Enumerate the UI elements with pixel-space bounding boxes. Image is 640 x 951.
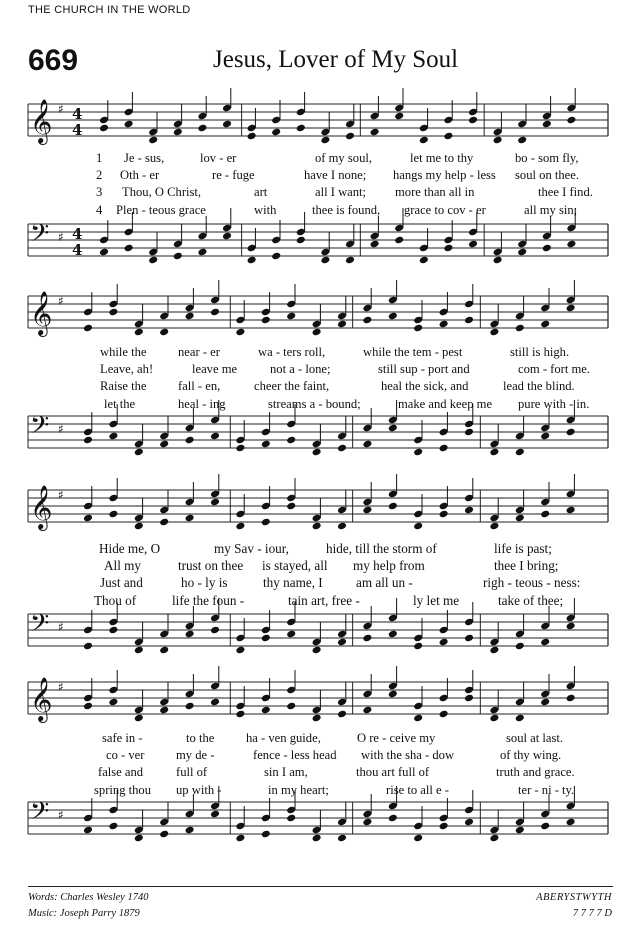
note-head-icon [108, 284, 118, 316]
bass-staff [28, 609, 613, 654]
bass-clef-icon: 𝄢 [30, 411, 50, 446]
note-head-icon [515, 296, 525, 332]
time-signature-icon: 4 [72, 225, 83, 243]
note-head-icon [419, 228, 429, 264]
lyric-line: All my trust on thee is stayed, all my help from thee I bring; [104, 558, 559, 574]
lyric-line: while the near - er wa - ters roll, while the tem - pest still is high. [100, 345, 570, 359]
key-signature-sharp-icon: ♯ [58, 620, 64, 634]
meter: 7 7 7 7 D [572, 908, 612, 919]
music-credit: Music: Joseph Parry 1879 [28, 908, 140, 919]
note-head-icon [337, 416, 347, 452]
lyric-line: 2 Oth - er re - fuge have I none; hangs my help - less soul on thee. [96, 168, 580, 183]
time-signature-icon: 4 [72, 241, 83, 259]
note-head-icon [261, 486, 271, 526]
lyric-line: Hide me, O my Sav - iour, hide, till the storm of life is past; [99, 541, 552, 556]
note-head-icon [443, 220, 453, 252]
lyric-line: 3 Thou, O Christ, art all I want; more than all in thee I find. [96, 185, 593, 200]
note-head-icon [271, 100, 281, 136]
note-head-icon [222, 88, 232, 128]
note-head-icon [515, 416, 525, 456]
words-credit: Words: Charles Wesley 1740 [28, 892, 149, 903]
note-head-icon [197, 216, 207, 256]
note-head-icon [185, 482, 195, 522]
tune-name: ABERYSTWYTH [536, 892, 612, 903]
note-head-icon [345, 224, 355, 264]
lyric-line: 1 Je - sus, lov - er of my soul, let me to thy bo - som fly, [96, 151, 579, 165]
note-head-icon [413, 686, 423, 722]
note-head-icon [286, 478, 296, 510]
note-head-icon [413, 806, 423, 842]
note-head-icon [388, 280, 398, 320]
note-head-icon [173, 224, 183, 260]
key-signature-sharp-icon: ♯ [58, 488, 64, 502]
note-head-icon [439, 798, 449, 830]
note-head-icon [566, 474, 576, 514]
lyrics-block [28, 150, 613, 219]
note-head-icon [286, 670, 296, 710]
note-head-icon [261, 412, 271, 448]
note-head-icon [247, 228, 257, 264]
lyric-line: co - ver my de - fence - less head with the sha - dow of thy wing. [106, 748, 562, 763]
music-system-2 [28, 286, 613, 468]
note-head-icon [345, 104, 355, 140]
music-system-1 [28, 96, 613, 278]
note-head-icon [439, 412, 449, 452]
note-head-icon [261, 610, 271, 642]
lyric-line: Just and ho - ly is thy name, I am all un - righ - teous - ness: [100, 575, 581, 591]
lyrics-block [28, 540, 613, 609]
note-head-icon [443, 100, 453, 140]
note-head-icon [271, 220, 281, 260]
note-head-icon [83, 486, 93, 522]
key-signature-sharp-icon: ♯ [58, 230, 64, 244]
note-head-icon [159, 614, 169, 654]
footer-rule [28, 886, 613, 887]
note-head-icon [439, 678, 449, 718]
note-head-icon [235, 806, 245, 842]
note-head-icon [439, 486, 449, 518]
bass-staff [28, 797, 613, 842]
note-head-icon [108, 670, 118, 706]
note-head-icon [197, 96, 207, 132]
note-head-icon [210, 280, 220, 316]
note-head-icon [464, 478, 474, 514]
note-head-icon [159, 490, 169, 526]
section-heading: THE CHURCH IN THE WORLD [28, 4, 191, 16]
note-head-icon [210, 666, 220, 706]
music-system-3 [28, 478, 613, 662]
music-system-4 [28, 672, 613, 854]
lyric-line: safe in - to the ha - ven guide, O re - ceive my soul at last. [102, 731, 564, 745]
note-head-icon [83, 798, 93, 834]
note-head-icon [235, 618, 245, 654]
time-signature-icon: 4 [72, 121, 83, 139]
note-head-icon [439, 292, 449, 328]
treble-staff [28, 485, 613, 530]
note-head-icon [261, 292, 271, 324]
lyric-line: Thou of life the foun - tain art, free - ly let me take of thee; [94, 592, 564, 608]
note-head-icon [124, 92, 134, 128]
note-head-icon [517, 104, 527, 144]
note-head-icon [362, 408, 372, 448]
note-head-icon [108, 478, 118, 518]
note-head-icon [362, 606, 372, 642]
note-head-icon [515, 682, 525, 722]
note-head-icon [566, 666, 576, 702]
note-head-icon [388, 474, 398, 510]
bass-clef-icon: 𝄢 [30, 609, 50, 644]
note-head-icon [362, 288, 372, 324]
note-head-icon [247, 108, 257, 140]
bass-staff [28, 411, 613, 456]
time-signature-icon: 4 [72, 105, 83, 123]
key-signature-sharp-icon: ♯ [58, 294, 64, 308]
note-head-icon [261, 678, 271, 714]
note-head-icon [235, 420, 245, 452]
note-head-icon [185, 794, 195, 834]
note-head-icon [464, 670, 474, 702]
note-head-icon [235, 494, 245, 530]
note-head-icon [413, 420, 423, 456]
treble-clef-icon: 𝄞 [30, 677, 53, 721]
lyric-line: Raise the fall - en, cheer the faint, heal the sick, and lead the blind. [100, 379, 575, 394]
note-head-icon [185, 674, 195, 710]
lyric-line: let the heal - ing streams a - bound; make and keep me pure with - in. [104, 396, 590, 411]
treble-clef-icon: 𝄞 [30, 485, 53, 529]
lyric-line: 4 Plen - teous grace with thee is found, grace to cov - er all my sin; [96, 202, 578, 217]
note-head-icon [540, 794, 550, 830]
treble-clef-icon: 𝄞 [30, 291, 53, 335]
note-head-icon [362, 674, 372, 714]
note-head-icon [235, 686, 245, 718]
note-head-icon [413, 494, 423, 530]
note-head-icon [286, 284, 296, 320]
key-signature-sharp-icon: ♯ [58, 808, 64, 822]
lyrics-block [28, 730, 613, 799]
note-head-icon [468, 92, 478, 124]
note-head-icon [566, 88, 576, 124]
note-head-icon [99, 220, 109, 256]
note-head-icon [515, 614, 525, 650]
note-head-icon [159, 296, 169, 336]
note-head-icon [83, 610, 93, 650]
lyric-line: Leave, ah! leave me not a - lone; still sup - port and com - fort me. [100, 362, 591, 377]
lyric-line: false and full of sin I am, thou art full of truth and grace. [98, 765, 575, 780]
note-head-icon [542, 216, 552, 252]
note-head-icon [540, 482, 550, 518]
lyric-line: spring thou up with - in my heart; rise to all e - ter - ni - ty. [94, 782, 575, 797]
note-head-icon [235, 300, 245, 336]
hymn-number: 669 [28, 44, 79, 77]
key-signature-sharp-icon: ♯ [58, 422, 64, 436]
lyrics-block [28, 344, 613, 413]
bass-clef-icon: 𝄢 [30, 797, 50, 832]
note-head-icon [337, 682, 347, 718]
bass-staff [28, 219, 613, 264]
note-head-icon [413, 618, 423, 650]
hymn-title: Jesus, Lover of My Soul [213, 46, 459, 73]
note-head-icon [296, 92, 306, 132]
note-head-icon [540, 288, 550, 328]
key-signature-sharp-icon: ♯ [58, 102, 64, 116]
treble-staff [28, 99, 613, 144]
note-head-icon [540, 606, 550, 646]
note-head-icon [83, 292, 93, 332]
key-signature-sharp-icon: ♯ [58, 680, 64, 694]
note-head-icon [337, 802, 347, 842]
note-head-icon [83, 412, 93, 444]
treble-staff [28, 291, 613, 336]
bass-clef-icon: 𝄢 [30, 219, 50, 254]
note-head-icon [439, 610, 449, 646]
note-head-icon [99, 100, 109, 132]
note-head-icon [413, 300, 423, 332]
note-head-icon [464, 284, 474, 324]
note-head-icon [370, 96, 380, 136]
treble-clef-icon: 𝄞 [30, 99, 53, 143]
treble-staff [28, 677, 613, 722]
note-head-icon [83, 678, 93, 710]
note-head-icon [185, 408, 195, 444]
note-head-icon [261, 798, 271, 838]
note-head-icon [159, 802, 169, 838]
note-head-icon [337, 490, 347, 530]
note-head-icon [419, 108, 429, 144]
